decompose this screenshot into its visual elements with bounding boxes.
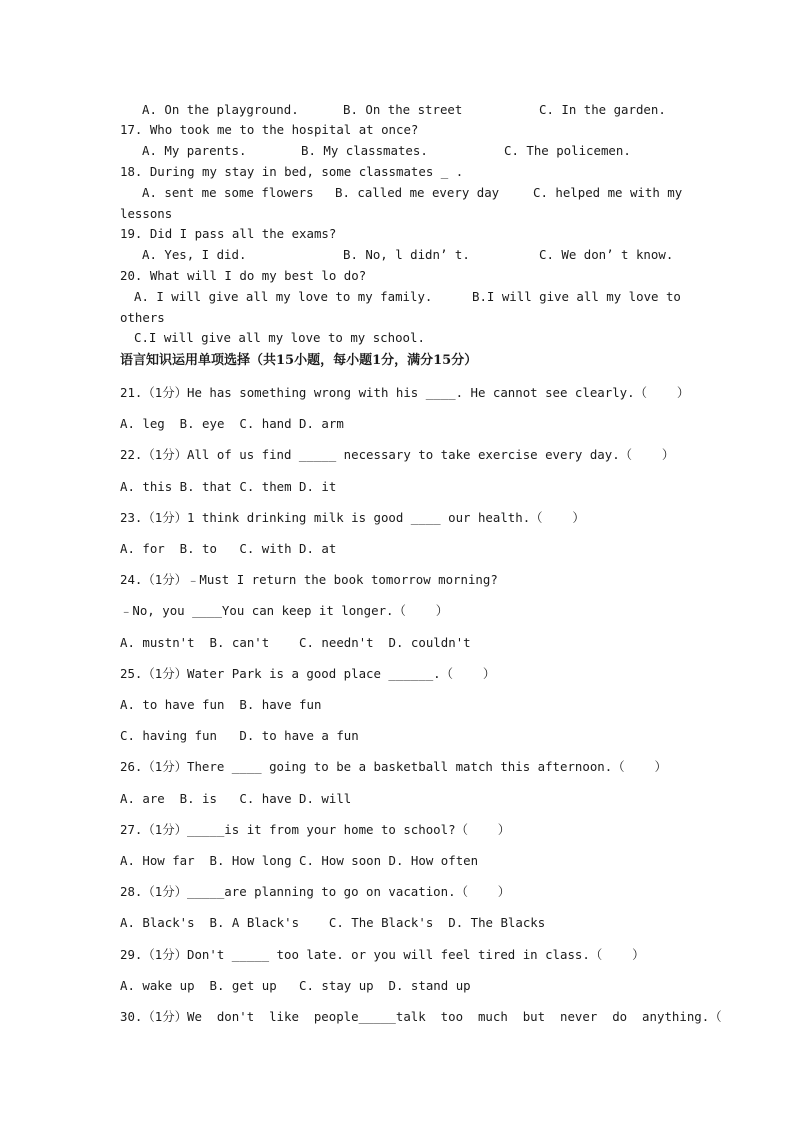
- question-27: 27.（1分）_____is it from your home to school?（ ）: [120, 822, 511, 837]
- question-26: 26.（1分）There ____ going to be a basketball match this afternoon.（ ）: [120, 759, 667, 774]
- q20-option-b: B.I will give all my love to: [472, 289, 681, 304]
- q18-option-c-cont: lessons: [120, 206, 173, 221]
- question-26-line-1: A. are B. is C. have D. will: [120, 791, 352, 806]
- question-27-line-1: A. How far B. How long C. How soon D. How often: [120, 853, 479, 868]
- question-25: 25.（1分）Water Park is a good place ______.（ ）: [120, 666, 496, 681]
- q18-question: 18. During my stay in bed, some classmates _ .: [120, 164, 464, 179]
- q19-option-a: A. Yes, I did.: [142, 247, 247, 262]
- q16-option-a: A. On the playground.: [142, 102, 299, 117]
- question-21: 21.（1分）He has something wrong with his ____. He cannot see clearly.（ ）: [120, 385, 690, 400]
- q17-option-b: B. My classmates.: [301, 143, 428, 158]
- q20-question: 20. What will I do my best lo do?: [120, 268, 367, 283]
- question-29-line-1: A. wake up B. get up C. stay up D. stand up: [120, 978, 471, 993]
- q19-question: 19. Did I pass all the exams?: [120, 226, 337, 241]
- question-23: 23.（1分）1 think drinking milk is good ____ our health.（ ）: [120, 510, 585, 525]
- question-25-line-1: A. to have fun B. have fun: [120, 697, 322, 712]
- question-21-line-1: A. leg B. eye C. hand D. arm: [120, 416, 344, 431]
- q19-option-b: B. No, l didn’ t.: [343, 247, 470, 262]
- q17-option-c: C. The policemen.: [504, 143, 631, 158]
- q20-option-a: A. I will give all my love to my family.: [134, 289, 433, 304]
- question-24: 24.（1分）﹣Must I return the book tomorrow morning?: [120, 572, 498, 587]
- question-24-line-2: A. mustn't B. can't C. needn't D. couldn't: [120, 635, 471, 650]
- q16-option-b: B. On the street: [343, 102, 463, 117]
- question-28-line-1: A. Black's B. A Black's C. The Black's D. The Blacks: [120, 915, 546, 930]
- q18-option-a: A. sent me some flowers: [142, 185, 314, 200]
- q17-question: 17. Who took me to the hospital at once?: [120, 122, 419, 137]
- question-25-line-2: C. having fun D. to have a fun: [120, 728, 359, 743]
- q16-option-c: C. In the garden.: [539, 102, 666, 117]
- question-24-line-1: ﹣No, you ____You can keep it longer.（ ）: [120, 603, 449, 618]
- question-30: 30.（1分）We don't like people_____talk too much but never do anything.（: [120, 1009, 722, 1024]
- question-22: 22.（1分）All of us find _____ necessary to take exercise every day.（ ）: [120, 447, 675, 462]
- q19-option-c: C. We don’ t know.: [539, 247, 674, 262]
- q17-option-a: A. My parents.: [142, 143, 247, 158]
- question-22-line-1: A. this B. that C. them D. it: [120, 479, 337, 494]
- q20-option-b-cont: others: [120, 310, 165, 325]
- question-23-line-1: A. for B. to C. with D. at: [120, 541, 337, 556]
- question-28: 28.（1分）_____are planning to go on vacation.（ ）: [120, 884, 511, 899]
- q20-option-c: C.I will give all my love to my school.: [134, 330, 425, 345]
- question-29: 29.（1分）Don't _____ too late. or you will feel tired in class.（ ）: [120, 947, 645, 962]
- q18-option-c: C. helped me with my: [533, 185, 683, 200]
- q18-option-b: B. called me every day: [335, 185, 500, 200]
- section-title: 语言知识运用单项选择（共15小题，每小题1分，满分15分）: [120, 353, 478, 368]
